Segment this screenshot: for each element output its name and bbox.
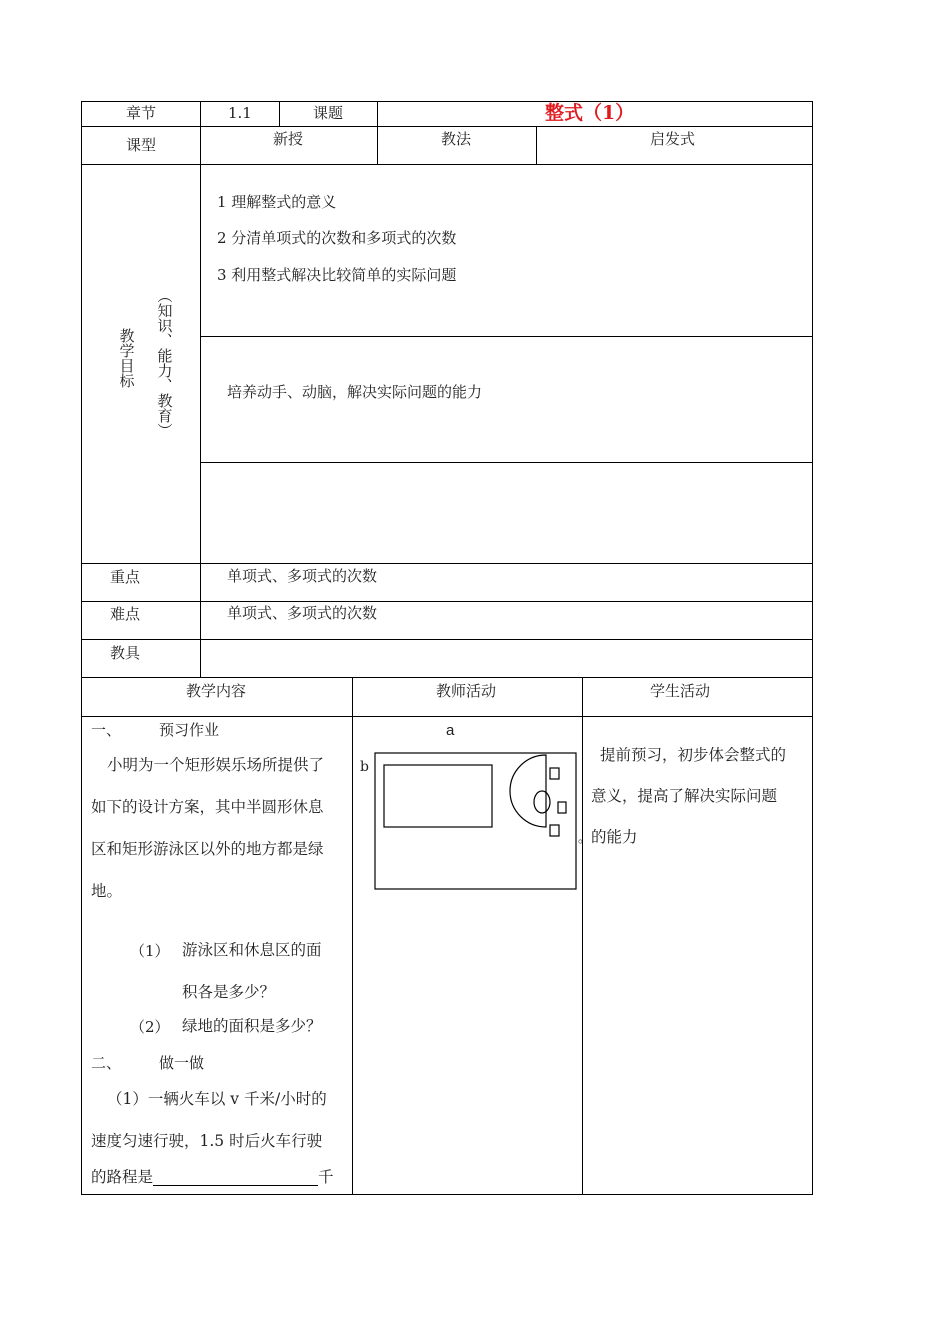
section-1-number: 一、 — [91, 721, 122, 739]
section-1-line-2: 如下的设计方案，其中半圆形休息 — [91, 798, 324, 816]
question-1-line-1: 游泳区和休息区的面 — [182, 941, 322, 959]
type-label: 课型 — [126, 136, 157, 154]
goal-item-1: 1 理解整式的意义 — [217, 193, 337, 211]
chapter-value: 1.1 — [228, 104, 252, 122]
diagram-dot: 。 — [578, 831, 592, 846]
section-1-title: 预习作业 — [159, 721, 220, 739]
col-student-header: 学生活动 — [650, 682, 711, 700]
question-1-number: （1） — [130, 942, 170, 960]
exercise-1-prefix: 的路程是 — [91, 1168, 154, 1186]
section-2-title: 做一做 — [159, 1054, 205, 1072]
method-label: 教法 — [441, 130, 472, 148]
pool-rectangle — [384, 765, 492, 827]
exercise-1-line-2: 速度匀速行驶，1.5 时后火车行驶 — [91, 1132, 323, 1150]
question-2-text: 绿地的面积是多少？ — [182, 1017, 322, 1035]
question-1-line-2: 积各是多少？ — [182, 983, 276, 1001]
student-line-1: 提前预习，初步体会整式的 — [600, 746, 787, 764]
goals-label: 教学目标 — [117, 328, 136, 388]
col-content-header: 教学内容 — [186, 682, 247, 700]
method-value: 启发式 — [650, 130, 696, 148]
rest-area-square-1 — [550, 768, 559, 779]
dimension-a-label: a — [446, 722, 455, 739]
goals-sublabel: （知识、能力、教育） — [155, 288, 174, 438]
exercise-1-line-3 — [91, 1170, 334, 1186]
media-label: 教具 — [110, 644, 141, 662]
goal-ability: 培养动手、动脑，解决实际问题的能力 — [227, 383, 483, 401]
difficulty-label: 难点 — [110, 605, 141, 623]
dimension-b-label: b — [360, 759, 369, 775]
section-1-line-4: 地。 — [91, 882, 123, 900]
question-2-number: （2） — [130, 1018, 170, 1036]
key-point-label: 重点 — [110, 568, 141, 586]
goal-item-2: 2 分清单项式的次数和多项式的次数 — [217, 229, 457, 247]
rest-area-circle — [534, 791, 550, 813]
rest-area-square-3 — [550, 825, 559, 836]
design-diagram — [370, 748, 582, 894]
type-value: 新授 — [273, 130, 304, 148]
section-1-line-1: 小明为一个矩形娱乐场所提供了 — [107, 756, 325, 774]
student-line-3: 的能力 — [591, 828, 638, 846]
col-teacher-header: 教师活动 — [436, 682, 497, 700]
exercise-1-line-1: （1）一辆火车以 v 千米/小时的 — [107, 1090, 327, 1108]
exercise-1-suffix: 千 — [318, 1168, 334, 1186]
section-1-line-3: 区和矩形游泳区以外的地方都是绿 — [91, 840, 324, 858]
topic-title: 整式（1） — [545, 102, 635, 124]
student-line-2: 意义，提高了解决实际问题 — [591, 787, 778, 805]
rest-area-square-2 — [558, 802, 566, 813]
difficulty-value: 单项式、多项式的次数 — [227, 604, 378, 622]
goal-item-3: 3 利用整式解决比较简单的实际问题 — [217, 266, 457, 284]
topic-label: 课题 — [313, 104, 344, 122]
section-2-number: 二、 — [91, 1054, 122, 1072]
answer-blank[interactable] — [153, 1171, 318, 1186]
key-point-value: 单项式、多项式的次数 — [227, 567, 378, 585]
chapter-label: 章节 — [126, 104, 157, 122]
